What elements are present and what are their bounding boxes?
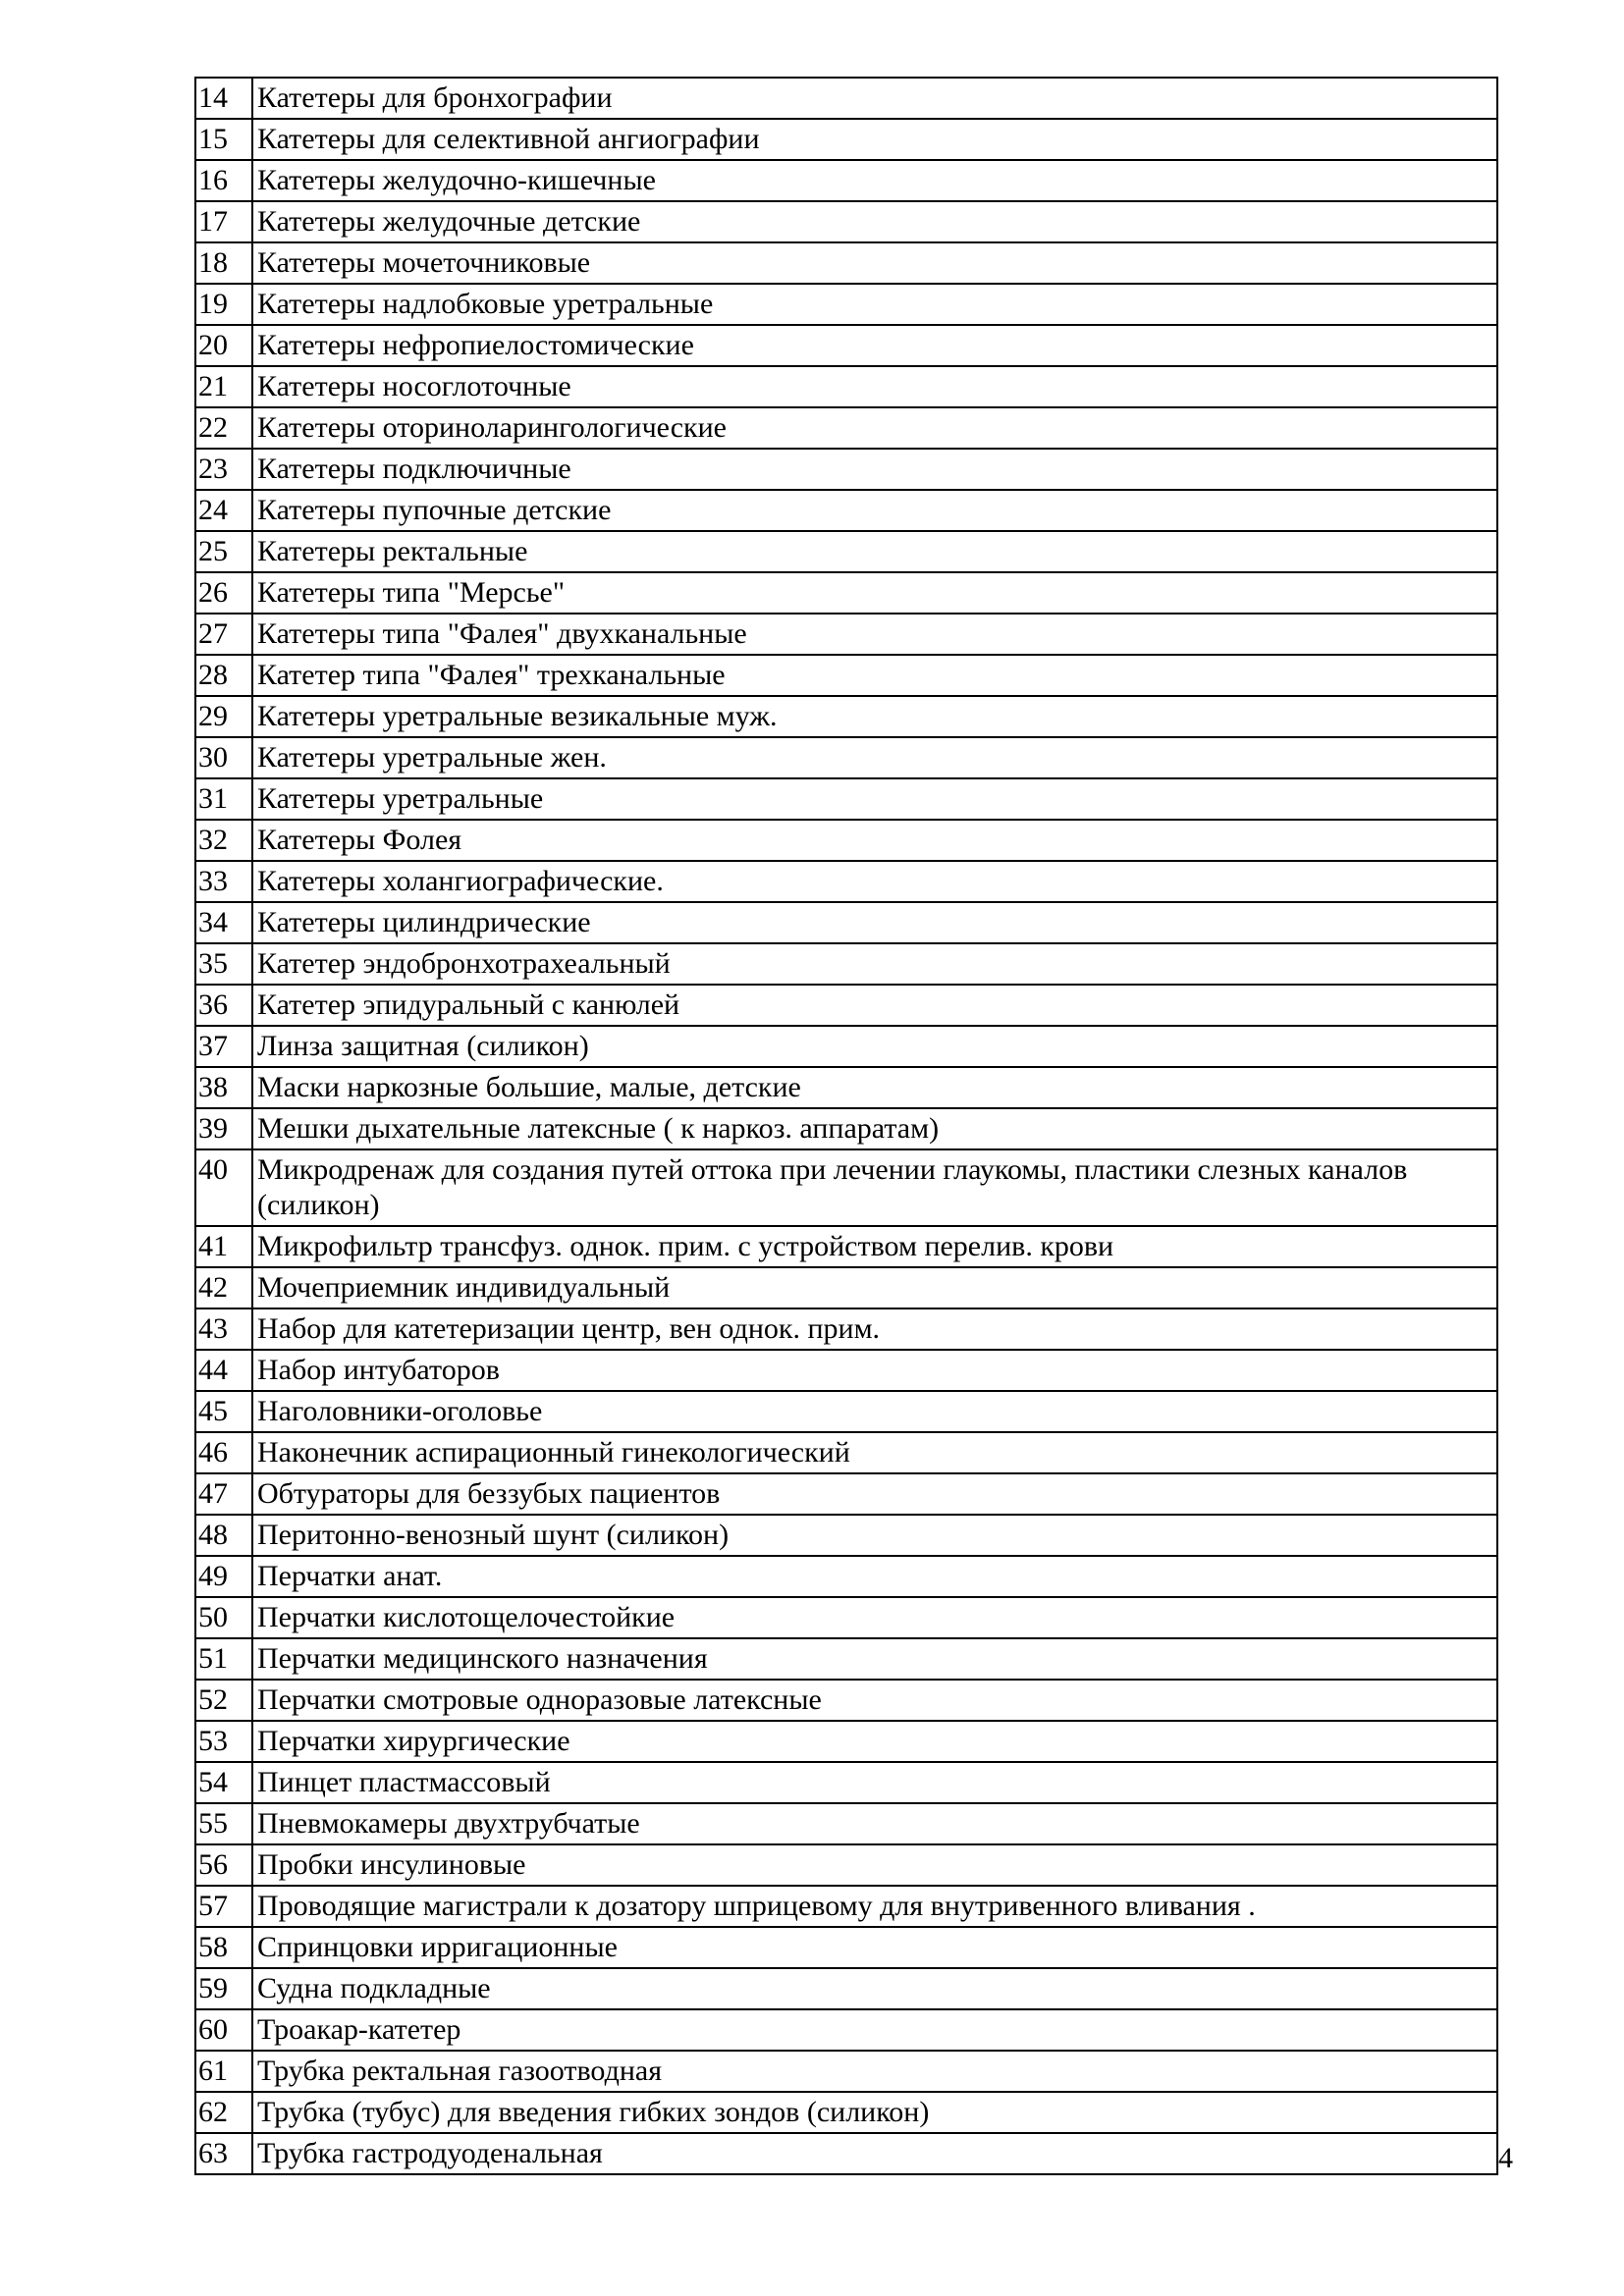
row-number: 23 [195,449,252,490]
row-number: 34 [195,902,252,943]
row-item-name: Катетеры желудочные детские [252,201,1497,242]
row-item-name: Катетеры типа "Фалея" двухканальные [252,614,1497,655]
table-row [195,1844,1497,1886]
table-row [195,2051,1497,2092]
row-item-name: Катетер эндобронхотрахеальный [252,943,1497,985]
table-row [195,820,1497,861]
row-number: 33 [195,861,252,902]
row-item-name: Мешки дыхательные латексные ( к наркоз. аппаратам) [252,1108,1497,1149]
row-number: 63 [195,2133,252,2174]
table-row [195,366,1497,407]
row-number: 51 [195,1638,252,1680]
row-number: 27 [195,614,252,655]
row-item-name: Катетер типа "Фалея" трехканальные [252,655,1497,696]
row-item-name: Обтураторы для беззубых пациентов [252,1473,1497,1515]
row-number: 39 [195,1108,252,1149]
row-number: 35 [195,943,252,985]
row-number: 54 [195,1762,252,1803]
table-row [195,242,1497,284]
table-row [195,1886,1497,1927]
row-item-name: Перчатки медицинского назначения [252,1638,1497,1680]
row-item-name: Маски наркозные большие, малые, детские [252,1067,1497,1108]
table-row [195,572,1497,614]
row-item-name: Набор интубаторов [252,1350,1497,1391]
table-row [195,1927,1497,1968]
row-number: 43 [195,1308,252,1350]
row-item-name: Пневмокамеры двухтрубчатые [252,1803,1497,1844]
table-row [195,737,1497,778]
table-row [195,985,1497,1026]
row-number: 52 [195,1680,252,1721]
table-row [195,1026,1497,1067]
row-item-name: Наконечник аспирационный гинекологический [252,1432,1497,1473]
row-number: 58 [195,1927,252,1968]
row-item-name: Катетеры надлобковые уретральные [252,284,1497,325]
table-row [195,696,1497,737]
row-item-name: Наголовники-оголовье [252,1391,1497,1432]
row-number: 17 [195,201,252,242]
row-number: 45 [195,1391,252,1432]
table-row [195,1680,1497,1721]
row-item-name: Катетеры пупочные детские [252,490,1497,531]
row-number: 55 [195,1803,252,1844]
row-item-name: Катетер эпидуральный с канюлей [252,985,1497,1026]
row-number: 30 [195,737,252,778]
row-number: 37 [195,1026,252,1067]
row-item-name: Катетеры уретральные жен. [252,737,1497,778]
row-item-name: Микродренаж для создания путей оттока при лечении глаукомы, пластики слезных каналов (силикон) [252,1149,1497,1226]
table-row [195,614,1497,655]
row-number: 18 [195,242,252,284]
row-item-name: Перчатки смотровые одноразовые латексные [252,1680,1497,1721]
row-number: 15 [195,119,252,160]
row-number: 60 [195,2009,252,2051]
table-row [195,1226,1497,1267]
table-row [195,655,1497,696]
row-number: 32 [195,820,252,861]
row-item-name: Катетеры желудочно-кишечные [252,160,1497,201]
row-item-name: Спринцовки ирригационные [252,1927,1497,1968]
row-number: 44 [195,1350,252,1391]
row-item-name: Линза защитная (силикон) [252,1026,1497,1067]
table-row [195,119,1497,160]
row-item-name: Катетеры типа "Мерсье" [252,572,1497,614]
table-row [195,531,1497,572]
row-number: 41 [195,1226,252,1267]
row-number: 48 [195,1515,252,1556]
table-row [195,1391,1497,1432]
row-item-name: Трубка ректальная газоотводная [252,2051,1497,2092]
table-row [195,2133,1497,2174]
row-number: 46 [195,1432,252,1473]
row-number: 36 [195,985,252,1026]
table-row [195,1432,1497,1473]
table-row [195,778,1497,820]
row-item-name: Перитонно-венозный шунт (силикон) [252,1515,1497,1556]
row-item-name: Перчатки кислотощелочестойкие [252,1597,1497,1638]
row-item-name: Катетеры оториноларингологические [252,407,1497,449]
row-number: 19 [195,284,252,325]
row-item-name: Пинцет пластмассовый [252,1762,1497,1803]
row-item-name: Катетеры носоглоточные [252,366,1497,407]
row-item-name: Катетеры для селективной ангиографии [252,119,1497,160]
table-row [195,1968,1497,2009]
row-item-name: Перчатки хирургические [252,1721,1497,1762]
table-row [195,1067,1497,1108]
row-item-name: Катетеры для бронхографии [252,78,1497,119]
row-number: 14 [195,78,252,119]
row-number: 29 [195,696,252,737]
row-item-name: Судна подкладные [252,1968,1497,2009]
row-item-name: Катетеры подключичные [252,449,1497,490]
row-item-name: Катетеры уретральные везикальные муж. [252,696,1497,737]
table-row [195,1308,1497,1350]
row-item-name: Трубка (тубус) для введения гибких зондов (силикон) [252,2092,1497,2133]
row-number: 38 [195,1067,252,1108]
row-item-name: Трубка гастродуоденальная [252,2133,1497,2174]
row-item-name: Катетеры уретральные [252,778,1497,820]
table-row [195,1803,1497,1844]
table-row [195,2009,1497,2051]
row-number: 28 [195,655,252,696]
table-row [195,490,1497,531]
row-item-name: Катетеры цилиндрические [252,902,1497,943]
row-number: 62 [195,2092,252,2133]
table-row [195,943,1497,985]
table-row [195,160,1497,201]
table-row [195,201,1497,242]
table-row [195,78,1497,119]
row-item-name: Катетеры холангиографические. [252,861,1497,902]
table-row [195,284,1497,325]
table-row [195,902,1497,943]
table-row [195,2092,1497,2133]
row-number: 40 [195,1149,252,1226]
row-number: 16 [195,160,252,201]
table-row [195,449,1497,490]
row-number: 47 [195,1473,252,1515]
table-row [195,1473,1497,1515]
row-number: 26 [195,572,252,614]
table-row [195,1267,1497,1308]
row-number: 24 [195,490,252,531]
row-number: 53 [195,1721,252,1762]
row-item-name: Троакар-катетер [252,2009,1497,2051]
table-row [195,861,1497,902]
row-number: 31 [195,778,252,820]
row-number: 50 [195,1597,252,1638]
row-number: 49 [195,1556,252,1597]
table-row [195,407,1497,449]
table-row [195,1350,1497,1391]
row-number: 22 [195,407,252,449]
row-number: 57 [195,1886,252,1927]
row-item-name: Катетеры нефропиелостомические [252,325,1497,366]
row-number: 20 [195,325,252,366]
row-number: 59 [195,1968,252,2009]
row-item-name: Проводящие магистрали к дозатору шприцевому для внутривенного вливания . [252,1886,1497,1927]
page-number: 4 [1498,2142,1513,2174]
row-item-name: Мочеприемник индивидуальный [252,1267,1497,1308]
table-row [195,1762,1497,1803]
row-item-name: Набор для катетеризации центр, вен однок. прим. [252,1308,1497,1350]
row-number: 25 [195,531,252,572]
row-item-name: Микрофильтр трансфуз. однок. прим. с устройством перелив. крови [252,1226,1497,1267]
row-number: 42 [195,1267,252,1308]
table-row [195,1597,1497,1638]
table-row [195,1149,1497,1226]
row-number: 61 [195,2051,252,2092]
row-item-name: Катетеры мочеточниковые [252,242,1497,284]
table-row [195,1515,1497,1556]
table-row [195,1556,1497,1597]
row-item-name: Пробки инсулиновые [252,1844,1497,1886]
table-row [195,1638,1497,1680]
row-number: 56 [195,1844,252,1886]
row-item-name: Перчатки анат. [252,1556,1497,1597]
row-item-name: Катетеры ректальные [252,531,1497,572]
items-table-body [195,78,1497,2174]
items-table [194,77,1498,2175]
table-row [195,325,1497,366]
table-row [195,1108,1497,1149]
row-number: 21 [195,366,252,407]
table-row [195,1721,1497,1762]
row-item-name: Катетеры Фолея [252,820,1497,861]
